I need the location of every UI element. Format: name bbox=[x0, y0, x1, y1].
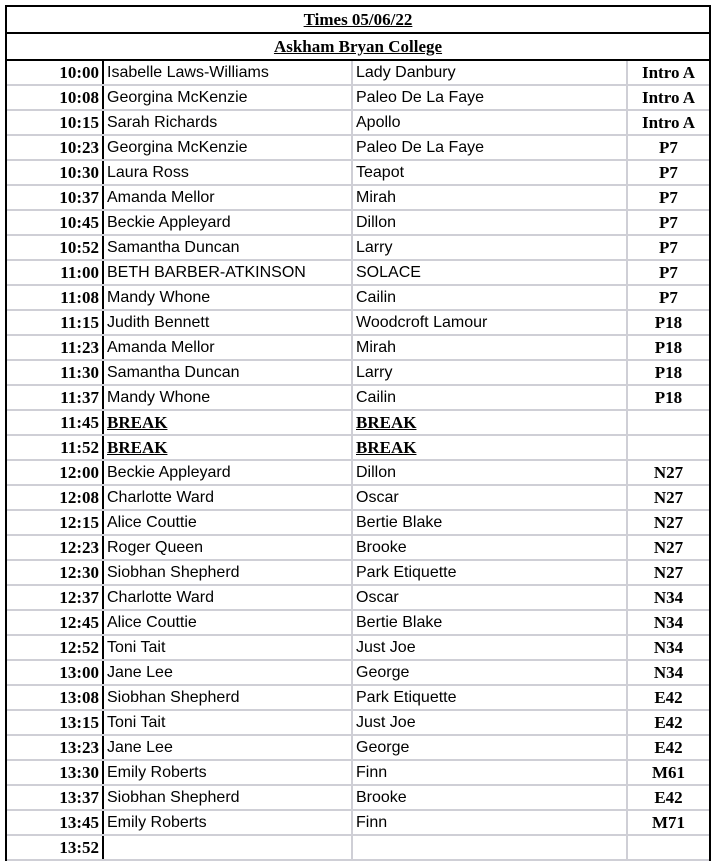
class-cell: P18 bbox=[627, 335, 709, 360]
time-cell: 13:23 bbox=[7, 735, 103, 760]
rider-cell: Georgina McKenzie bbox=[103, 135, 352, 160]
rider-cell: Toni Tait bbox=[103, 635, 352, 660]
table-row bbox=[7, 810, 709, 835]
horse-cell bbox=[352, 835, 627, 860]
time-cell: 11:00 bbox=[7, 260, 103, 285]
horse-cell: Dillon bbox=[352, 210, 627, 235]
table-row bbox=[7, 385, 709, 410]
time-cell: 11:15 bbox=[7, 310, 103, 335]
page-title: Times 05/06/22 bbox=[303, 10, 413, 29]
table-row bbox=[7, 410, 709, 435]
table-row bbox=[7, 360, 709, 385]
time-cell: 11:37 bbox=[7, 385, 103, 410]
horse-cell: Finn bbox=[352, 760, 627, 785]
rider-cell: BREAK bbox=[103, 410, 352, 435]
class-cell: N27 bbox=[627, 535, 709, 560]
table-row bbox=[7, 435, 709, 460]
rider-cell bbox=[103, 835, 352, 860]
horse-cell: Brooke bbox=[352, 535, 627, 560]
horse-cell: Finn bbox=[352, 810, 627, 835]
venue-title: Askham Bryan College bbox=[273, 37, 443, 56]
rider-cell: BREAK bbox=[103, 435, 352, 460]
table-row bbox=[7, 735, 709, 760]
horse-cell: Bertie Blake bbox=[352, 510, 627, 535]
rider-cell: Emily Roberts bbox=[103, 810, 352, 835]
time-cell: 10:45 bbox=[7, 210, 103, 235]
horse-cell: BREAK bbox=[352, 410, 627, 435]
time-cell: 10:52 bbox=[7, 235, 103, 260]
class-cell bbox=[627, 835, 709, 860]
class-cell: P7 bbox=[627, 260, 709, 285]
horse-cell: Cailin bbox=[352, 285, 627, 310]
time-cell: 13:08 bbox=[7, 685, 103, 710]
time-cell: 13:45 bbox=[7, 810, 103, 835]
schedule-sheet bbox=[5, 5, 711, 861]
class-cell: E42 bbox=[627, 735, 709, 760]
horse-cell: Woodcroft Lamour bbox=[352, 310, 627, 335]
class-cell: M71 bbox=[627, 810, 709, 835]
class-cell: Intro A bbox=[627, 61, 709, 85]
horse-cell: Larry bbox=[352, 360, 627, 385]
table-row bbox=[7, 85, 709, 110]
time-cell: 10:23 bbox=[7, 135, 103, 160]
time-cell: 10:15 bbox=[7, 110, 103, 135]
class-cell: P7 bbox=[627, 235, 709, 260]
class-cell: P7 bbox=[627, 285, 709, 310]
horse-cell: Apollo bbox=[352, 110, 627, 135]
horse-cell: George bbox=[352, 660, 627, 685]
horse-cell: Paleo De La Faye bbox=[352, 135, 627, 160]
class-cell bbox=[627, 435, 709, 460]
table-row bbox=[7, 335, 709, 360]
rider-cell: Isabelle Laws-Williams bbox=[103, 61, 352, 85]
time-cell: 13:37 bbox=[7, 785, 103, 810]
rider-cell: Jane Lee bbox=[103, 660, 352, 685]
rider-cell: Georgina McKenzie bbox=[103, 85, 352, 110]
table-row bbox=[7, 260, 709, 285]
rider-cell: Alice Couttie bbox=[103, 610, 352, 635]
table-row bbox=[7, 210, 709, 235]
table-row bbox=[7, 460, 709, 485]
time-cell: 11:23 bbox=[7, 335, 103, 360]
time-cell: 13:30 bbox=[7, 760, 103, 785]
horse-cell: Larry bbox=[352, 235, 627, 260]
class-cell: N27 bbox=[627, 510, 709, 535]
horse-cell: Park Etiquette bbox=[352, 685, 627, 710]
times-table bbox=[7, 61, 709, 861]
time-cell: 10:08 bbox=[7, 85, 103, 110]
class-cell: P18 bbox=[627, 385, 709, 410]
horse-cell: Mirah bbox=[352, 335, 627, 360]
horse-cell: Teapot bbox=[352, 160, 627, 185]
time-cell: 12:23 bbox=[7, 535, 103, 560]
time-cell: 10:00 bbox=[7, 61, 103, 85]
class-cell: E42 bbox=[627, 785, 709, 810]
horse-cell: Oscar bbox=[352, 585, 627, 610]
table-row bbox=[7, 685, 709, 710]
table-row bbox=[7, 760, 709, 785]
horse-cell: Cailin bbox=[352, 385, 627, 410]
horse-cell: Bertie Blake bbox=[352, 610, 627, 635]
class-cell: Intro A bbox=[627, 85, 709, 110]
class-cell: N34 bbox=[627, 635, 709, 660]
rider-cell: Sarah Richards bbox=[103, 110, 352, 135]
rider-cell: Charlotte Ward bbox=[103, 485, 352, 510]
title-header bbox=[7, 7, 709, 34]
rider-cell: Laura Ross bbox=[103, 160, 352, 185]
rider-cell: Alice Couttie bbox=[103, 510, 352, 535]
class-cell: N27 bbox=[627, 485, 709, 510]
horse-cell: Just Joe bbox=[352, 635, 627, 660]
class-cell bbox=[627, 410, 709, 435]
table-row bbox=[7, 110, 709, 135]
table-row bbox=[7, 135, 709, 160]
time-cell: 13:52 bbox=[7, 835, 103, 860]
time-cell: 12:45 bbox=[7, 610, 103, 635]
time-cell: 12:52 bbox=[7, 635, 103, 660]
table-row bbox=[7, 560, 709, 585]
table-row bbox=[7, 285, 709, 310]
horse-cell: Dillon bbox=[352, 460, 627, 485]
time-cell: 11:52 bbox=[7, 435, 103, 460]
horse-cell: Lady Danbury bbox=[352, 61, 627, 85]
times-table-body bbox=[7, 61, 709, 860]
rider-cell: Jane Lee bbox=[103, 735, 352, 760]
time-cell: 10:30 bbox=[7, 160, 103, 185]
rider-cell: Mandy Whone bbox=[103, 385, 352, 410]
class-cell: P7 bbox=[627, 160, 709, 185]
rider-cell: Siobhan Shepherd bbox=[103, 560, 352, 585]
table-row bbox=[7, 535, 709, 560]
class-cell: E42 bbox=[627, 685, 709, 710]
class-cell: N27 bbox=[627, 560, 709, 585]
time-cell: 11:45 bbox=[7, 410, 103, 435]
rider-cell: Toni Tait bbox=[103, 710, 352, 735]
table-row bbox=[7, 635, 709, 660]
table-row bbox=[7, 485, 709, 510]
horse-cell: George bbox=[352, 735, 627, 760]
rider-cell: Emily Roberts bbox=[103, 760, 352, 785]
time-cell: 12:00 bbox=[7, 460, 103, 485]
table-row bbox=[7, 185, 709, 210]
class-cell: N34 bbox=[627, 610, 709, 635]
horse-cell: Paleo De La Faye bbox=[352, 85, 627, 110]
horse-cell: Just Joe bbox=[352, 710, 627, 735]
rider-cell: Charlotte Ward bbox=[103, 585, 352, 610]
class-cell: M61 bbox=[627, 760, 709, 785]
table-row bbox=[7, 310, 709, 335]
class-cell: Intro A bbox=[627, 110, 709, 135]
horse-cell: Oscar bbox=[352, 485, 627, 510]
class-cell: P18 bbox=[627, 360, 709, 385]
horse-cell: Brooke bbox=[352, 785, 627, 810]
table-row bbox=[7, 585, 709, 610]
rider-cell: Judith Bennett bbox=[103, 310, 352, 335]
rider-cell: Amanda Mellor bbox=[103, 335, 352, 360]
table-row bbox=[7, 610, 709, 635]
table-row bbox=[7, 785, 709, 810]
horse-cell: Mirah bbox=[352, 185, 627, 210]
table-row bbox=[7, 510, 709, 535]
time-cell: 12:15 bbox=[7, 510, 103, 535]
class-cell: N34 bbox=[627, 585, 709, 610]
time-cell: 10:37 bbox=[7, 185, 103, 210]
horse-cell: SOLACE bbox=[352, 260, 627, 285]
table-row bbox=[7, 61, 709, 85]
time-cell: 12:30 bbox=[7, 560, 103, 585]
rider-cell: Amanda Mellor bbox=[103, 185, 352, 210]
rider-cell: Roger Queen bbox=[103, 535, 352, 560]
rider-cell: Siobhan Shepherd bbox=[103, 785, 352, 810]
horse-cell: Park Etiquette bbox=[352, 560, 627, 585]
time-cell: 12:08 bbox=[7, 485, 103, 510]
time-cell: 11:30 bbox=[7, 360, 103, 385]
rider-cell: Beckie Appleyard bbox=[103, 460, 352, 485]
class-cell: P7 bbox=[627, 135, 709, 160]
class-cell: N34 bbox=[627, 660, 709, 685]
table-row bbox=[7, 710, 709, 735]
table-row bbox=[7, 835, 709, 860]
time-cell: 11:08 bbox=[7, 285, 103, 310]
class-cell: E42 bbox=[627, 710, 709, 735]
time-cell: 12:37 bbox=[7, 585, 103, 610]
rider-cell: Beckie Appleyard bbox=[103, 210, 352, 235]
class-cell: P18 bbox=[627, 310, 709, 335]
class-cell: P7 bbox=[627, 210, 709, 235]
class-cell: N27 bbox=[627, 460, 709, 485]
rider-cell: Samantha Duncan bbox=[103, 235, 352, 260]
venue-header bbox=[7, 34, 709, 61]
class-cell: P7 bbox=[627, 185, 709, 210]
table-row bbox=[7, 160, 709, 185]
table-row bbox=[7, 660, 709, 685]
table-row bbox=[7, 235, 709, 260]
rider-cell: Samantha Duncan bbox=[103, 360, 352, 385]
time-cell: 13:00 bbox=[7, 660, 103, 685]
horse-cell: BREAK bbox=[352, 435, 627, 460]
rider-cell: Mandy Whone bbox=[103, 285, 352, 310]
time-cell: 13:15 bbox=[7, 710, 103, 735]
rider-cell: Siobhan Shepherd bbox=[103, 685, 352, 710]
rider-cell: BETH BARBER-ATKINSON bbox=[103, 260, 352, 285]
